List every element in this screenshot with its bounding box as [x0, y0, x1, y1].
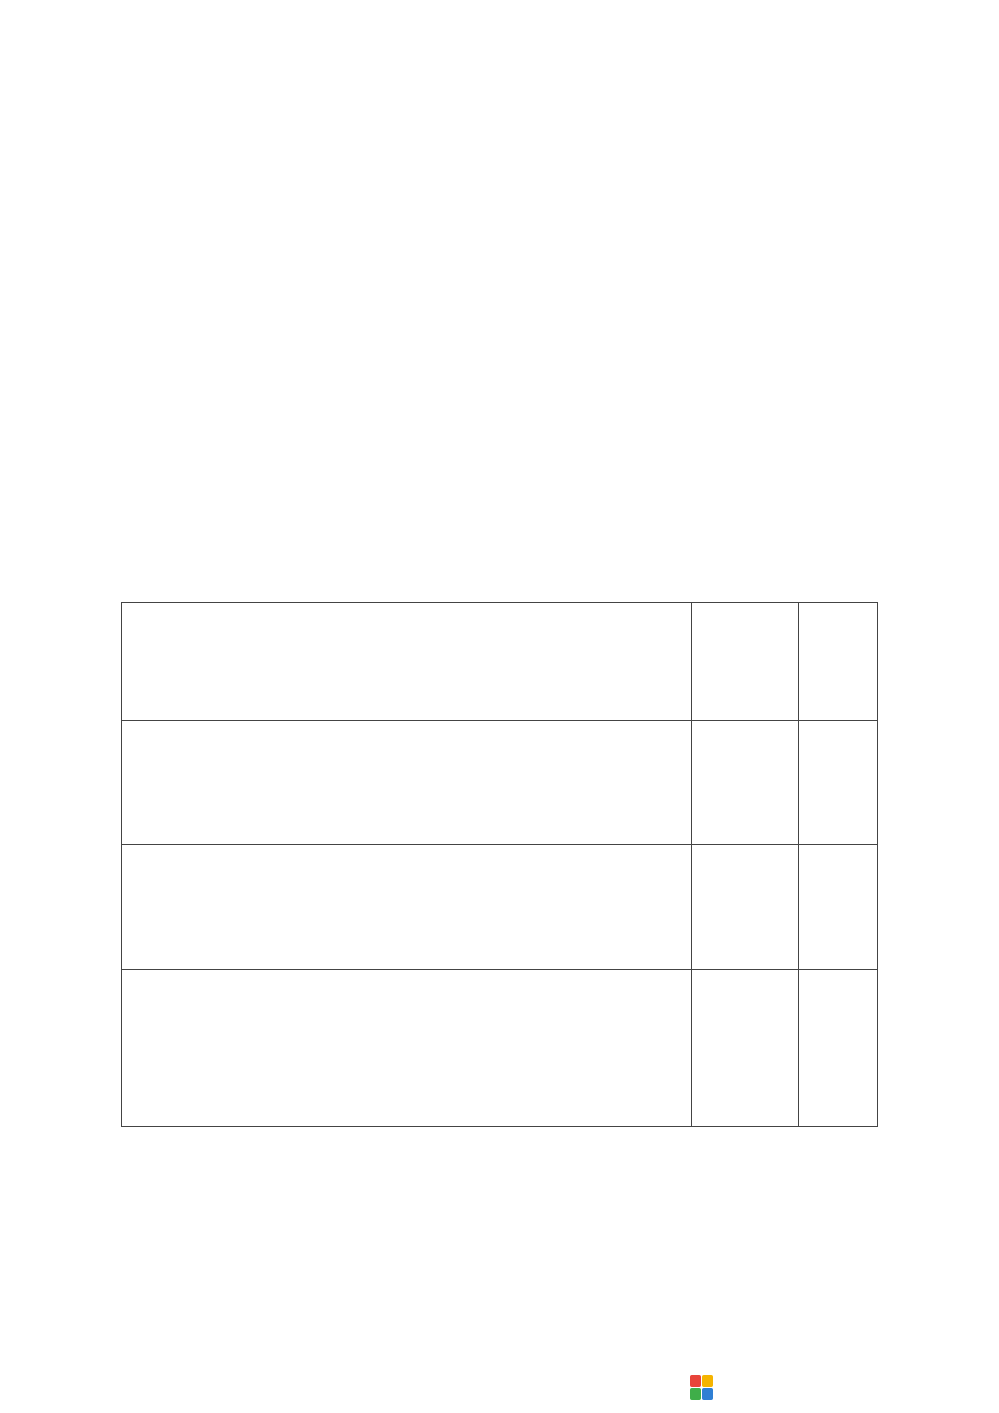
liveworksheets-logo — [690, 1371, 988, 1405]
table-divider — [122, 720, 877, 721]
table-divider — [798, 603, 799, 1126]
logo-badge-icon — [690, 1375, 714, 1401]
answers-table — [121, 602, 878, 1127]
table-divider — [691, 603, 692, 1126]
table-divider — [122, 969, 877, 970]
table-divider — [122, 844, 877, 845]
